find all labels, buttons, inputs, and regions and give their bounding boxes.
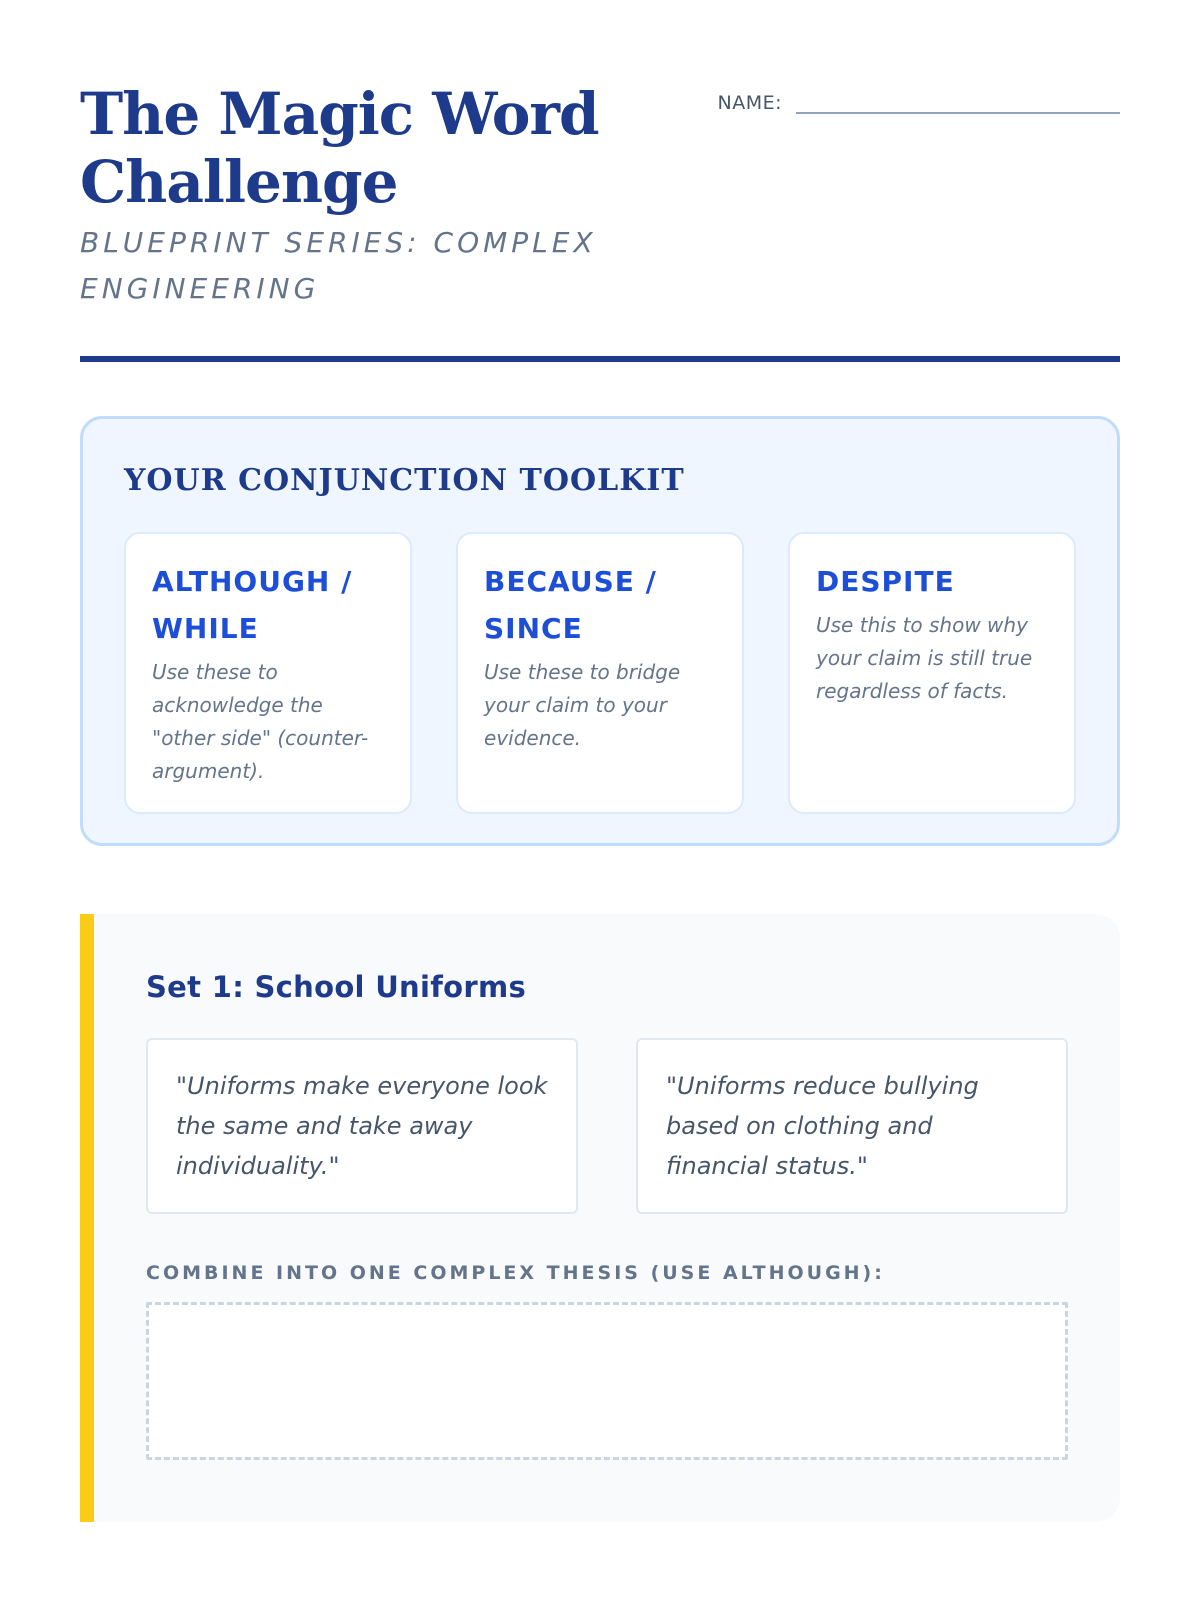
conjunction-toolkit-panel xyxy=(80,416,1120,846)
name-label: NAME: xyxy=(717,92,782,114)
claim-quote-1: "Uniforms make everyone look the same and take away individuality." xyxy=(146,1038,578,1214)
claim-quotes xyxy=(146,1038,1068,1214)
card-description: Use these to acknowledge the "other side" (counter-argument). xyxy=(152,660,369,783)
page-subtitle: BLUEPRINT SERIES: COMPLEX ENGINEERING xyxy=(80,226,597,305)
page-title: The Magic Word Challenge xyxy=(80,80,599,216)
card-title: DESPITE xyxy=(816,565,955,598)
exercise-set-1 xyxy=(80,914,1120,1522)
toolkit-card-because-since xyxy=(456,532,744,814)
card-description: Use these to bridge your claim to your evidence. xyxy=(484,660,681,750)
toolkit-card-although-while xyxy=(124,532,412,814)
claim-quote-2: "Uniforms reduce bullying based on clothing and financial status." xyxy=(636,1038,1068,1214)
worksheet-header xyxy=(80,80,1120,356)
name-field-row xyxy=(717,90,1120,114)
card-title: BECAUSE / SINCE xyxy=(484,565,657,645)
card-description: Use this to show why your claim is still true regardless of facts. xyxy=(816,613,1033,703)
header-divider xyxy=(80,356,1120,362)
combine-instruction: COMBINE INTO ONE COMPLEX THESIS (USE ALTHOUGH): xyxy=(146,1262,885,1284)
toolkit-card-despite xyxy=(788,532,1076,814)
toolkit-cards xyxy=(124,532,1076,814)
thesis-answer-box[interactable] xyxy=(146,1302,1068,1460)
name-input-line[interactable] xyxy=(796,90,1120,114)
card-title: ALTHOUGH / WHILE xyxy=(152,565,353,645)
set-title: Set 1: School Uniforms xyxy=(146,970,527,1004)
toolkit-title: YOUR CONJUNCTION TOOLKIT xyxy=(124,463,685,498)
